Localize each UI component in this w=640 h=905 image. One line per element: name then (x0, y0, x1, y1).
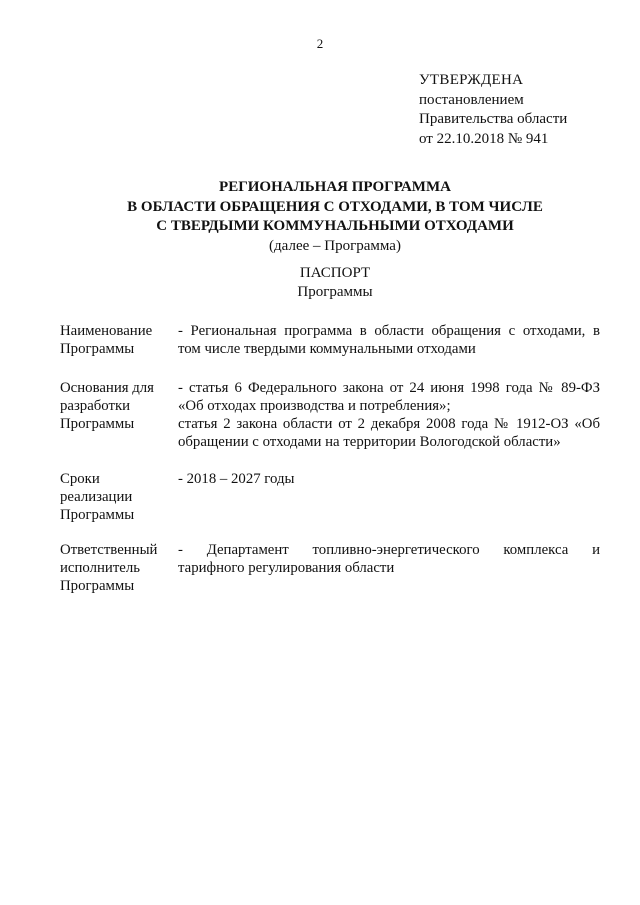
row-label-line: Программы (60, 578, 135, 594)
row-value-line: статья 2 закона области от 2 декабря 2008 года № 1912-ОЗ «Об (178, 416, 600, 432)
row-label (60, 541, 178, 595)
row-label-line: исполнитель (60, 560, 140, 576)
title-line: В ОБЛАСТИ ОБРАЩЕНИЯ С ОТХОДАМИ, В ТОМ ЧИСЛЕ (127, 198, 543, 215)
passport-heading: ПАСПОРТ (299, 265, 371, 281)
row-value-line: - Региональная программа в области обращения с отходами, в (178, 323, 600, 339)
row-value (178, 541, 600, 595)
approval-title: УТВЕРЖДЕНА (419, 72, 524, 88)
row-label-line: Ответственный (60, 542, 158, 558)
row-value-line: обращении с отходами на территории Вологодской области» (178, 434, 561, 450)
row-value-line: «Об отходах производства и потребления»; (178, 398, 451, 414)
row-label-line: Сроки (60, 471, 100, 487)
approval-line: Правительства области (419, 111, 568, 127)
passport-row-name (60, 322, 600, 358)
approval-stamp (419, 71, 567, 149)
row-label-line: Программы (60, 416, 135, 432)
passport-row-executor (60, 541, 600, 595)
document-title (70, 178, 600, 256)
approval-line: постановлением (419, 91, 524, 108)
title-line: РЕГИОНАЛЬНАЯ ПРОГРАММА (219, 179, 451, 195)
passport-subheading: Программы (297, 284, 373, 300)
row-value-line: тарифного регулирования области (178, 560, 395, 576)
page-number: 2 (316, 36, 324, 51)
row-label-line: Основания для (60, 380, 154, 396)
row-value-line: - статья 6 Федерального закона от 24 июня 1998 года № 89-ФЗ (178, 380, 600, 396)
row-label-line: Наименование (60, 323, 153, 339)
row-value (178, 470, 600, 524)
title-subtitle: (далее – Программа) (269, 237, 401, 254)
approval-date-number: от 22.10.2018 № 941 (419, 130, 549, 147)
row-label-line: Программы (60, 507, 135, 523)
passport-row-period (60, 470, 600, 524)
row-value-line: том числе твердыми коммунальными отходами (178, 341, 476, 357)
row-value (178, 379, 600, 451)
row-value-line: - 2018 – 2027 годы (178, 471, 295, 487)
row-value (178, 322, 600, 358)
row-label (60, 322, 178, 358)
row-label-line: разработки (60, 398, 131, 414)
row-label-line: Программы (60, 341, 135, 357)
row-label-line: реализации (60, 489, 133, 505)
title-line: С ТВЕРДЫМИ КОММУНАЛЬНЫМИ ОТХОДАМИ (156, 218, 514, 234)
passport-row-grounds (60, 379, 600, 451)
row-label (60, 470, 178, 524)
row-value-line: - Департамент топливно-энергетического комплекса и (178, 542, 600, 558)
passport-heading-block (70, 264, 600, 302)
row-label (60, 379, 178, 451)
